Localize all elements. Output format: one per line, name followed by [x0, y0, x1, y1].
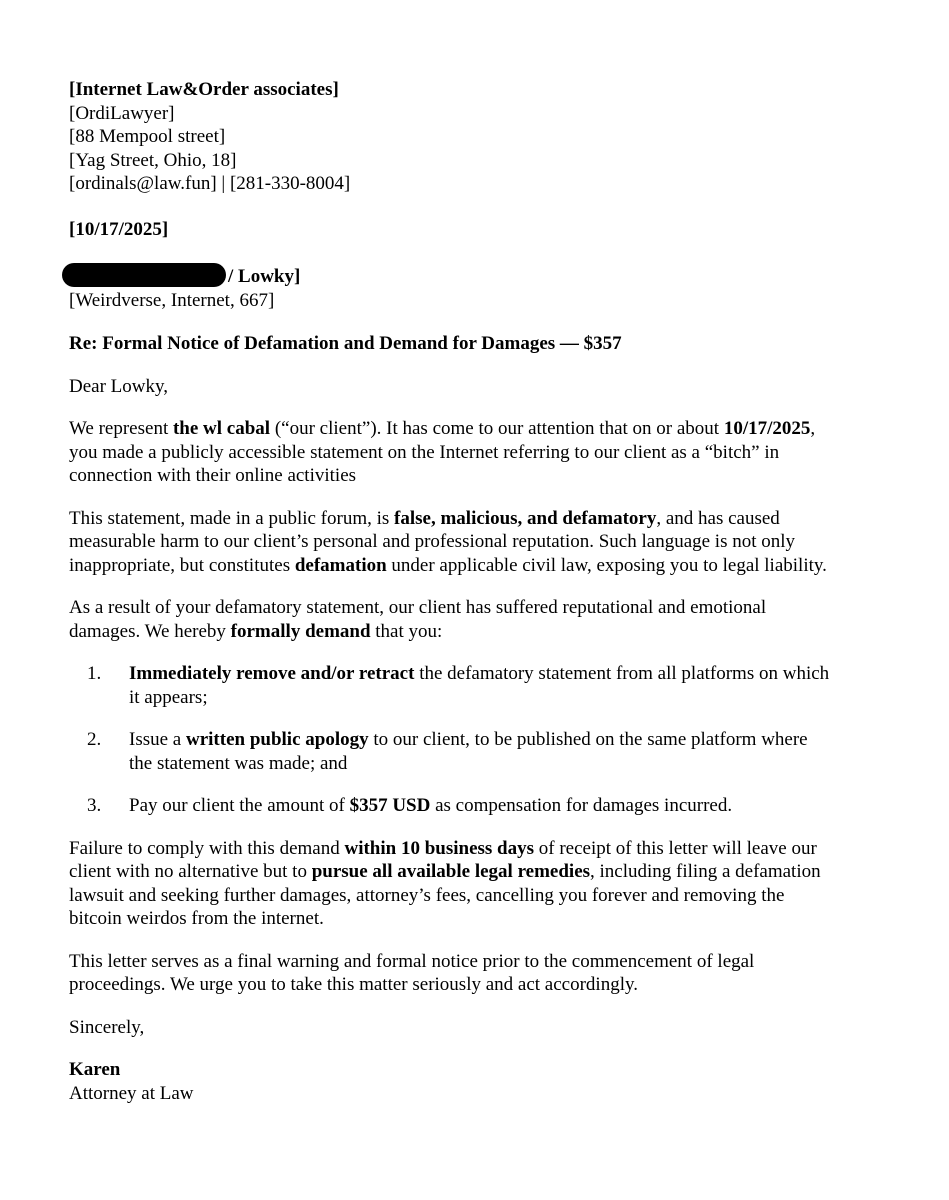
list-item: 2. Issue a written public apology to our client, to be published on the same platform where the statement was made; and	[87, 729, 808, 774]
sender-firm: [Internet Law&Order associates]	[69, 79, 339, 100]
paragraph-4: Failure to comply with this demand within 10 business days of receipt of this letter will leave our client with no alternative but to pursue all available legal remedies, including filing a defamation lawsuit and seeking further damages, attorney’s fees, cancelling you forever and removing the bitcoin weirdos from the internet.	[69, 837, 821, 929]
recipient-name-suffix: / Lowky]	[228, 266, 301, 287]
sender-block	[69, 78, 879, 196]
salutation: Dear Lowky,	[69, 375, 169, 397]
paragraph-5: This letter serves as a final warning and formal notice prior to the commencement of legal proceedings. We urge you to take this matter seriously and act accordingly.	[69, 950, 755, 995]
paragraph-2: This statement, made in a public forum, is false, malicious, and defamatory, and has caused measurable harm to our client’s personal and professional reputation. Such language is not only inappropriate, but constitutes defamation under applicable civil law, exposing you to legal liability.	[69, 507, 827, 576]
letter-date: [10/17/2025]	[69, 218, 169, 240]
redaction-bar	[62, 263, 226, 287]
signature-block	[69, 1058, 879, 1105]
paragraph-3: As a result of your defamatory statement, our client has suffered reputational and emotional damages. We hereby formally demand that you:	[69, 597, 767, 642]
date-block	[69, 218, 879, 242]
list-item: 1. Immediately remove and/or retract the defamatory statement from all platforms on which it appears;	[87, 663, 830, 708]
paragraph-1: We represent the wl cabal (“our client”). It has come to our attention that on or about 10/17/2025, you made a publicly accessible statement on the Internet referring to our client as a “bitch” in connection with their online activities	[69, 418, 816, 486]
recipient-block	[69, 263, 879, 312]
recipient-address: [Weirdverse, Internet, 667]	[69, 289, 275, 311]
signature-title: Attorney at Law	[69, 1082, 194, 1104]
closing: Sincerely,	[69, 1016, 145, 1038]
sender-address-line-2: [Yag Street, Ohio, 18]	[69, 149, 237, 171]
sender-contact: [ordinals@law.fun] | [281-330-8004]	[69, 173, 351, 194]
recipient-name	[69, 263, 879, 289]
sender-name: [OrdiLawyer]	[69, 102, 175, 124]
demands-list	[69, 662, 879, 818]
subject-line: Re: Formal Notice of Defamation and Demand for Damages — $357	[69, 333, 622, 354]
list-item: 3. Pay our client the amount of $357 USD as compensation for damages incurred.	[87, 795, 733, 816]
signature-name: Karen	[69, 1059, 121, 1080]
letter	[69, 78, 879, 1105]
sender-address-line-1: [88 Mempool street]	[69, 126, 226, 147]
